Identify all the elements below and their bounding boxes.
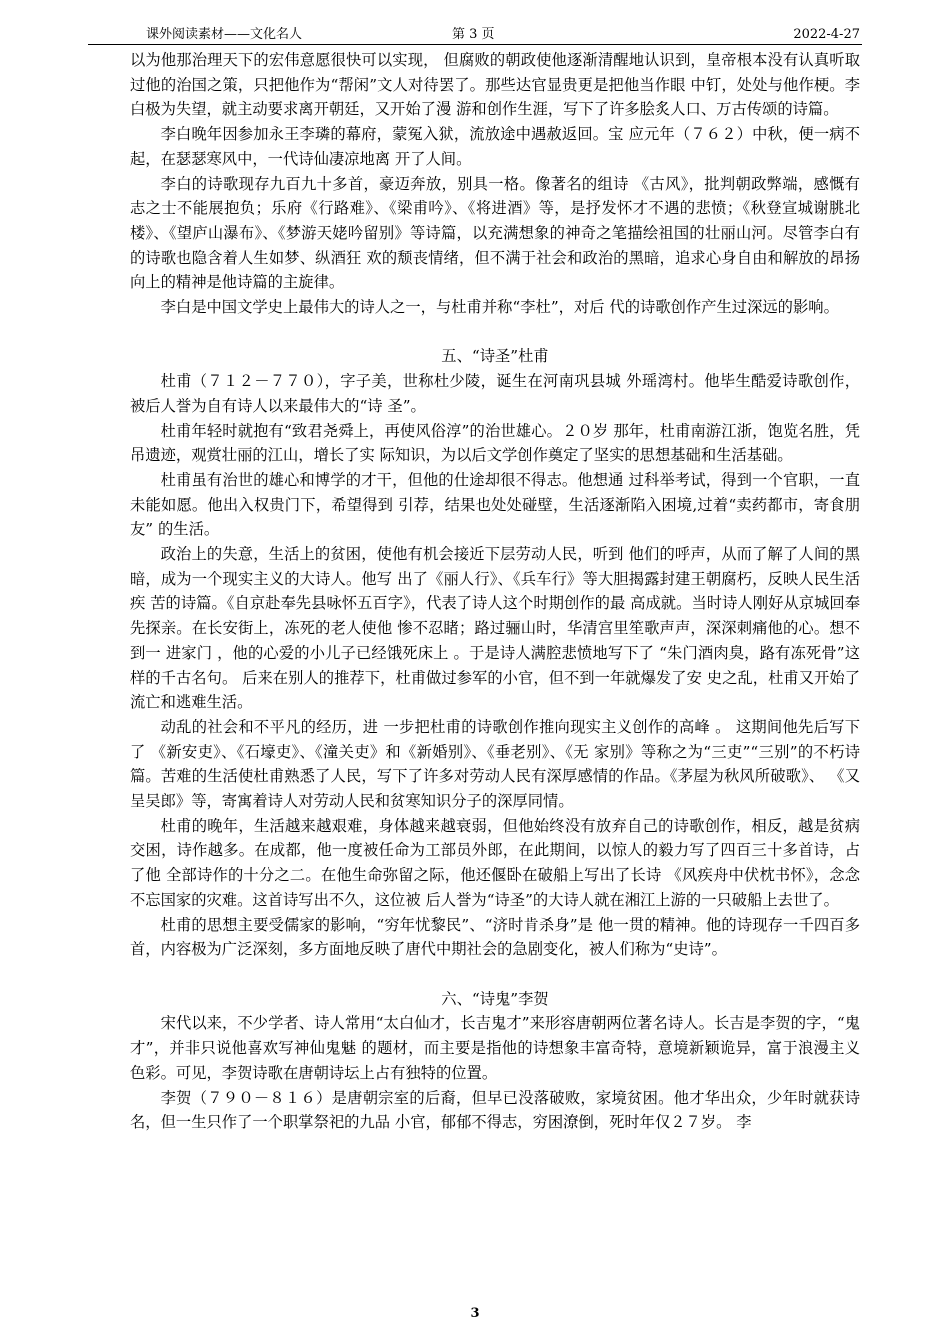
paragraph: 宋代以来，不少学者、诗人常用“太白仙才，长吉鬼才”来形容唐朝两位著名诗人。长吉是李贺的字，“鬼才”，并非只说他喜欢写神仙鬼魅 的题材，而主要是指他的诗想象丰富奇特，意境新颖诡异，富于浪漫主义 色彩。可见，李贺诗歌在唐朝诗坛上占有独特的位置。 bbox=[130, 1014, 860, 1082]
paragraph: 杜甫虽有治世的雄心和博学的才干，但他的仕途却很不得志。他想通 过科举考试，得到一个官职，一直未能如愿。他出入权贵门下，希望得到 引荐，结果也处处碰壁，生活逐渐陷入困境,过着“卖药都市，寄食朋友” 的生活。 bbox=[130, 470, 860, 539]
paragraph: 杜甫（７１２－７７０），字子美，世称杜少陵，诞生在河南巩县城 外瑶湾村。他毕生酷爱诗歌创作，被后人誉为自有诗人以来最伟大的“诗 圣”。 bbox=[130, 372, 860, 415]
paragraph: 李白晚年因参加永王李璘的幕府，蒙冤入狱，流放途中遇赦返回。宝 应元年（７６２）中秋，便一病不起，在瑟瑟寒风中，一代诗仙凄凉地离 开了人间。 bbox=[130, 125, 860, 168]
paragraph: 李贺（７９０－８１６）是唐朝宗室的后裔，但早已没落破败，家境贫困。他才华出众，少年时就获诗名，但一生只作了一个职掌祭祀的九品 小官，郁郁不得志，穷困潦倒，死时年仅２７岁。 李 bbox=[130, 1088, 860, 1132]
paragraph: 杜甫的晚年，生活越来越艰难，身体越来越衰弱，但他始终没有放弃自己的诗歌创作，相反，越是贫病交困，诗作越多。在成都，他一度被任命为工部员外郎，在此期间，以惊人的毅力写了四百三十多首诗，占了他 全部诗作的十分之二。在他生命弥留之际，他还偃卧在破船上写出了长诗 《风疾舟中伏枕书怀》，念念不忘国家的灾难。这首诗写出不久，这位被 后人誉为“诗圣”的大诗人就在湘江上游的一只破船上去世了。 bbox=[130, 816, 860, 909]
paragraph: 动乱的社会和不平凡的经历，进 一步把杜甫的诗歌创作推向现实主义创作的高峰 。 这期间他先后写下了 《新安吏》、《石壕吏》、《潼关吏》和《新婚别》、《垂老别》、《无 家别》等称之为“三吏”“三别”的不朽诗篇。苦难的生活使杜甫熟悉了人民，写下了许多对劳动人民有深厚感情的作品。《茅屋为秋风所破歌》、 《又呈吴郎》等，寄寓着诗人对劳动人民和贫寒知识分子的深厚同情。 bbox=[130, 717, 860, 811]
section-gap bbox=[130, 320, 860, 345]
header-rule bbox=[88, 44, 862, 45]
paragraph: 李白的诗歌现存九百九十多首，豪迈奔放，别具一格。像著名的组诗 《古风》，批判朝政弊端，感慨有志之士不能展抱负；乐府《行路难》、《梁甫吟》、《将进酒》等，是抒发怀才不遇的悲愤；《秋登宣城谢朓北 楼》、《望庐山瀑布》、《梦游天姥吟留别》等诗篇，以充满想象的神奇之笔描绘祖国的壮丽山河。尽管李白有的诗歌也隐含着人生如梦、纵酒狂 欢的颓丧情绪，但不满于社会和政治的黑暗，追求心身自由和解放的昂扬 向上的精神是他诗篇的主旋律。 bbox=[130, 174, 860, 292]
page-number: 3 bbox=[470, 1306, 480, 1321]
section-heading: 六、“诗鬼”李贺 bbox=[441, 989, 549, 1008]
header-title: 课外阅读素材——文化名人 bbox=[146, 27, 303, 42]
document-body bbox=[130, 48, 860, 1135]
header-page-label: 第 3 页 bbox=[452, 27, 495, 42]
paragraph: 杜甫年轻时就抱有“致君尧舜上，再使风俗淳”的治世雄心。２０岁 那年，杜甫南游江浙，饱览名胜，凭吊遗迹，观赏壮丽的江山，增长了实 际知识，为以后文学创作奠定了坚实的思想基础和生活基础。 bbox=[130, 421, 860, 465]
paragraph: 以为他那治理天下的宏伟意愿很快可以实现， 但腐败的朝政使他逐渐清醒地认识到，皇帝根本没有认真听取过他的治国之策，只把他作为“帮闲”文人对待罢了。那些达官显贵更是把他当作眼 中钉，处处与他作梗。李白极为失望，就主动要求离开朝廷，又开始了漫 游和创作生涯，写下了许多脍炙人口、万古传颂的诗篇。 bbox=[130, 51, 860, 119]
header-date: 2022-4-27 bbox=[793, 27, 860, 42]
paragraph: 杜甫的思想主要受儒家的影响，“穷年忧黎民”、“济时肯杀身”是 他一贯的精神。他的诗现存一千四百多首，内容极为广泛深刻，多方面地反映了唐代中期社会的急剧变化，被人们称为“史诗”。 bbox=[130, 915, 860, 959]
paragraph: 政治上的失意，生活上的贫困，使他有机会接近下层劳动人民，听到 他们的呼声，从而了解了人间的黑暗，成为一个现实主义的大诗人。他写 出了《丽人行》、《兵车行》等大胆揭露封建王朝腐朽，反映人民生活疾 苦的诗篇。《自京赴奉先县咏怀五百字》，代表了诗人这个时期创作的最 高成就。当时诗人刚好从京城回奉先探亲。在长安街上，冻死的老人使他 惨不忍睹；路过骊山时，华清宫里笙歌声声，深深刺痛他的心。想不到一 进家门 ，他的心爱的小儿子已经饿死床上 。于是诗人满腔悲愤地写下了 “朱门酒肉臭，路有冻死骨”这样的千古名句。 后来在别人的推荐下，杜甫做过参军的小官，但不到一年就爆发了安 史之乱，杜甫又开始了流亡和逃难生活。 bbox=[130, 545, 860, 712]
section-heading: 五、“诗圣”杜甫 bbox=[441, 347, 549, 366]
page-header bbox=[146, 26, 870, 44]
section-gap bbox=[130, 962, 860, 987]
paragraph: 李白是中国文学史上最伟大的诗人之一，与杜甫并称“李杜”，对后 代的诗歌创作产生过深远的影响。 bbox=[160, 298, 839, 317]
